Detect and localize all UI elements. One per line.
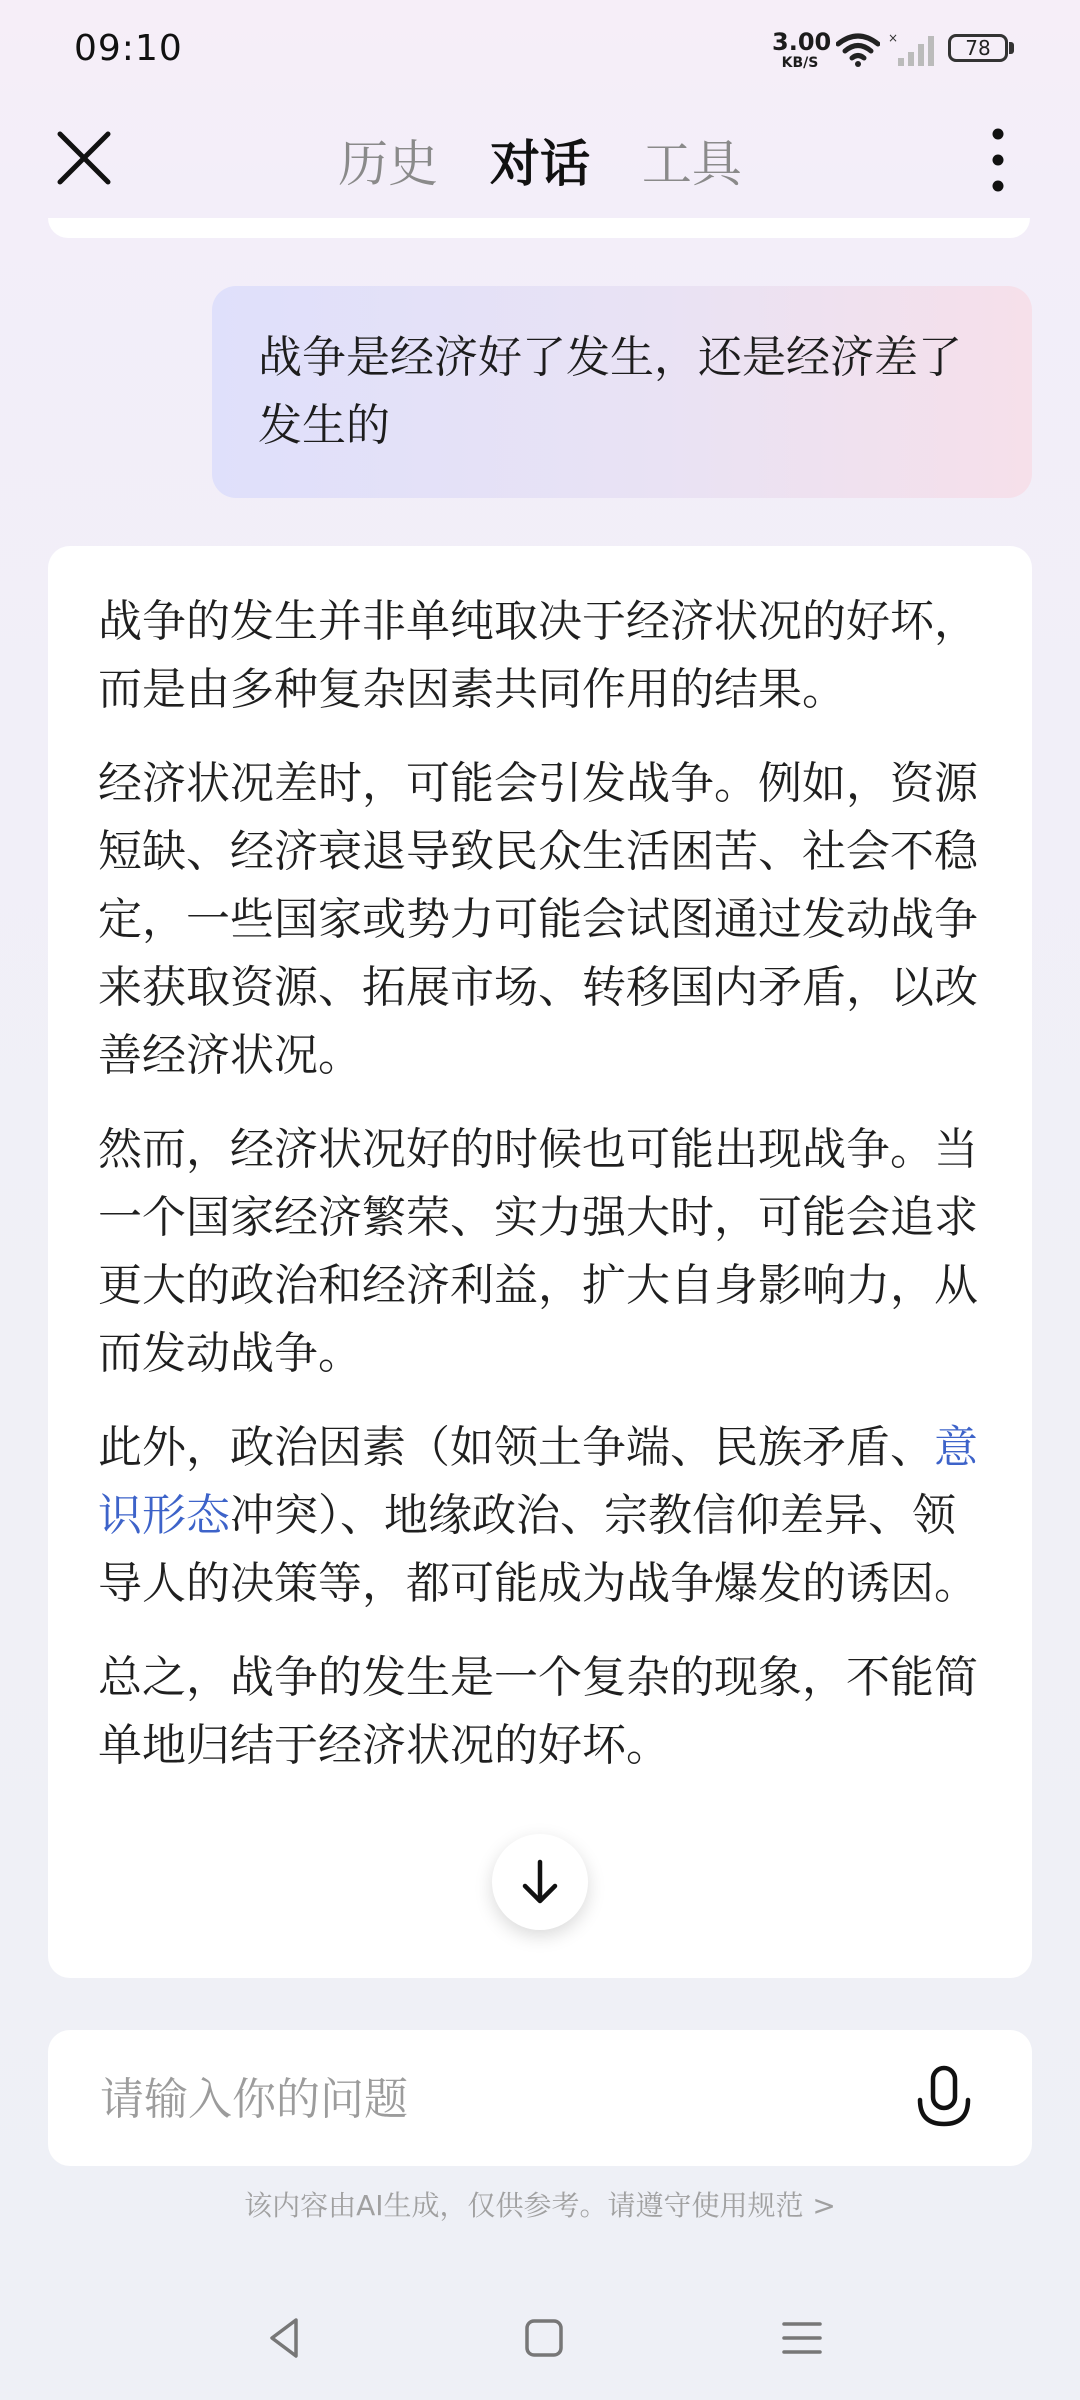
top-header — [0, 100, 1080, 220]
question-input[interactable] — [98, 2058, 882, 2140]
answer-paragraph: 总之，战争的发生是一个复杂的现象，不能简单地归结于经济状况的好坏。 — [98, 1652, 978, 1771]
answer-paragraph: 经济状况差时，可能会引发战争。例如，资源短缺、经济衰退导致民众生活困苦、社会不稳定，一些国家或势力可能会试图通过发动战争来获取资源、拓展市场、转移国内矛盾，以改善经济状况。 — [98, 758, 978, 1081]
user-message-bubble: 战争是经济好了发生，还是经济差了发生的 — [212, 286, 1032, 498]
scroll-to-bottom-button[interactable] — [492, 1834, 588, 1930]
tab-history[interactable]: 历史 — [338, 135, 439, 193]
battery-tip — [1009, 42, 1014, 54]
answer-paragraph: 然而，经济状况好的时候也可能出现战争。当一个国家经济繁荣、实力强大时，可能会追求更大的政治和经济利益，扩大自身影响力，从而发动战争。 — [98, 1124, 978, 1379]
ideology-link[interactable]: 意识形态 — [98, 1422, 978, 1541]
nav-back-button[interactable] — [256, 2308, 316, 2368]
signal-icon — [888, 32, 936, 68]
answer-text: 冲突）、地缘政治、宗教信仰差异、领导人的决策等，都可能成为战争爆发的诱因。 — [98, 1490, 978, 1609]
network-speed-unit: KB/S — [781, 55, 819, 71]
arrow-down-icon — [520, 1858, 560, 1906]
wifi-icon — [836, 32, 880, 68]
tab-bar — [0, 124, 1080, 196]
voice-input-button[interactable] — [906, 2062, 982, 2138]
battery-level: 78 — [965, 36, 991, 60]
answer-text: 此外，政治因素（如领土争端、民族矛盾、 — [98, 1422, 934, 1473]
network-speed — [772, 28, 832, 71]
status-time: 09:10 — [74, 28, 183, 69]
question-input-bar — [48, 2030, 1032, 2166]
nav-home-icon — [514, 2308, 574, 2368]
ai-answer-card — [48, 546, 1032, 1978]
tab-chat[interactable]: 对话 — [490, 135, 590, 193]
tab-tools[interactable]: 工具 — [641, 135, 742, 193]
more-vertical-icon — [968, 120, 1028, 200]
microphone-icon — [906, 2062, 982, 2138]
battery-icon — [948, 34, 1008, 62]
answer-paragraph: 战争的发生并非单纯取决于经济状况的好坏，而是由多种复杂因素共同作用的结果。 — [98, 596, 978, 715]
nav-menu-icon — [772, 2308, 832, 2368]
more-options-button[interactable] — [968, 120, 1028, 200]
previous-card-edge — [48, 218, 1030, 238]
status-bar — [0, 0, 1080, 100]
nav-menu-button[interactable] — [772, 2308, 832, 2368]
svg-text:×: × — [888, 32, 899, 45]
answer-paragraph — [98, 1414, 982, 1618]
nav-home-button[interactable] — [514, 2308, 574, 2368]
system-navigation-bar — [0, 2290, 1080, 2380]
ai-disclaimer-link[interactable]: 该内容由AI生成，仅供参考。请遵守使用规范 > — [244, 2189, 836, 2222]
network-speed-value: 3.00 — [772, 28, 832, 56]
nav-back-icon — [256, 2308, 316, 2368]
